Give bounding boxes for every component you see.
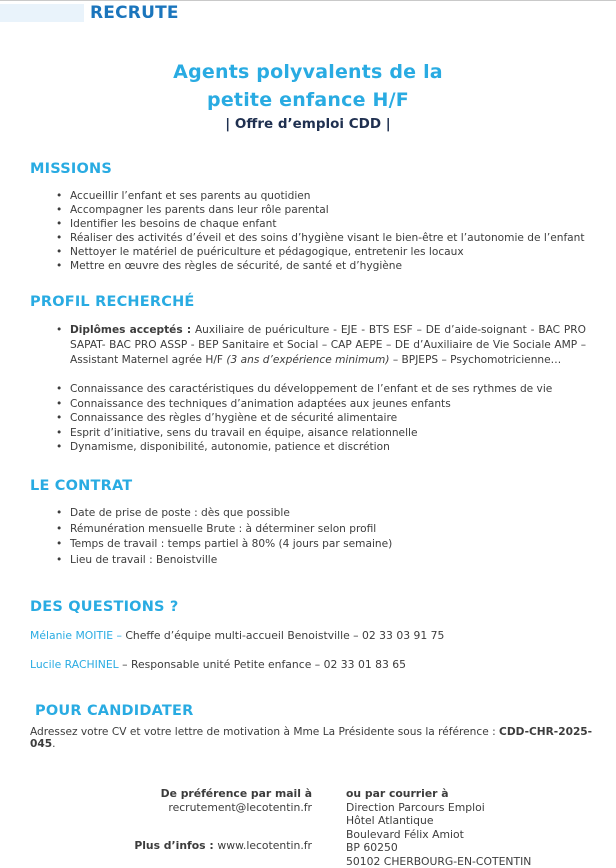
list-item: • Lieu de travail : Benoistville <box>70 553 586 569</box>
mail-address: recrutement@lecotentin.fr <box>168 800 312 814</box>
list-item: • Nettoyer le matériel de puériculture et pédagogique, entretenir les locaux <box>70 245 586 259</box>
diplomes-label: Diplômes acceptés : <box>70 324 192 336</box>
missions-list <box>70 189 586 273</box>
contact-details: Cheffe d’équipe multi-accueil Benoistville – 02 33 03 91 75 <box>121 629 445 643</box>
contract-type-subtitle: | Offre d’emploi CDD | <box>225 116 391 132</box>
profil-list <box>70 382 586 455</box>
contact-name: Lucile RACHINEL <box>30 658 119 672</box>
list-item: • Date de prise de poste : dès que possible <box>70 506 586 522</box>
list-item: • Dynamisme, disponibilité, autonomie, patience et discrétion <box>70 440 586 455</box>
footer-mail-column <box>74 787 312 868</box>
job-title-block <box>0 58 616 132</box>
diplomes-paragraph <box>70 323 586 368</box>
footer-courrier-column <box>346 787 542 868</box>
list-item: • Mettre en œuvre des règles de sécurité, de santé et d’hygiène <box>70 259 586 273</box>
questions-heading: DES QUESTIONS ? <box>30 599 179 616</box>
address-line: Hôtel Atlantique <box>346 814 434 828</box>
job-title-line1: Agents polyvalents de la <box>173 61 443 83</box>
diplomes-text-end: – BPJEPS – Psychomotricienne… <box>389 354 562 366</box>
address-line: Boulevard Félix Amiot <box>346 827 464 841</box>
list-item: • Rémunération mensuelle Brute : à déterminer selon profil <box>70 522 586 538</box>
contact-footer <box>0 787 616 868</box>
missions-heading: MISSIONS <box>30 161 112 177</box>
recrute-logo-text: RECRUTE <box>90 2 179 23</box>
list-item: • Temps de travail : temps partiel à 80% (4 jours par semaine) <box>70 537 586 553</box>
job-title-line2: petite enfance H/F <box>207 89 409 111</box>
logo-band <box>0 4 84 22</box>
contact-name: Mélanie MOITIE – <box>30 629 122 643</box>
contact-line <box>30 658 616 671</box>
list-item: • Connaissance des caractéristiques du développement de l’enfant et de ses rythmes de vie <box>70 382 586 397</box>
application-text-end: . <box>52 738 56 751</box>
profil-heading: PROFIL RECHERCHÉ <box>30 294 195 310</box>
address-line: BP 60250 <box>346 841 398 855</box>
list-item: • Accompagner les parents dans leur rôle parental <box>70 203 586 217</box>
list-item: • Identifier les besoins de chaque enfant <box>70 217 586 231</box>
address-line: Direction Parcours Emploi <box>346 800 485 814</box>
list-item: • Connaissance des règles d’hygiène et de sécurité alimentaire <box>70 411 586 426</box>
list-item: • Accueillir l’enfant et ses parents au quotidien <box>70 189 586 203</box>
address-line: 50102 CHERBOURG-EN-COTENTIN <box>346 854 532 868</box>
infos-label: Plus d’infos : <box>134 839 218 853</box>
contrat-list <box>70 506 586 568</box>
application-text: Adressez votre CV et votre lettre de motivation à Mme La Présidente sous la référence : <box>30 726 500 739</box>
mail-label: De préférence par mail à <box>160 787 312 801</box>
diplomes-experience-note: (3 ans d’expérience minimum) <box>226 354 390 366</box>
website-url: www.lecotentin.fr <box>217 839 312 853</box>
application-instructions <box>30 726 616 750</box>
list-item: • Esprit d’initiative, sens du travail en équipe, aisance relationnelle <box>70 426 586 441</box>
list-item: • Réaliser des activités d’éveil et des soins d’hygiène visant le bien-être et l’autonomie de l’enfant <box>70 231 586 245</box>
list-item: • Connaissance des techniques d’animation adaptées aux jeunes enfants <box>70 397 586 412</box>
diplomes-text: Auxiliaire de puériculture - EJE - BTS ESF – DE d’aide-soignant - BAC PRO SAPAT- BAC PRO ASSP - BEP Sanitaire et Social – CAP AEPE – DE d’Auxiliaire de Vie Sociale AMP – Assistant Maternel agrée H/F <box>70 324 586 366</box>
contrat-heading: LE CONTRAT <box>30 477 133 494</box>
contact-line <box>30 629 616 642</box>
job-reference: CDD-CHR-2025-045 <box>30 726 593 751</box>
contact-details: – Responsable unité Petite enfance – 02 33 01 83 65 <box>118 658 407 672</box>
courrier-label: ou par courrier à <box>346 787 449 801</box>
candidater-heading: POUR CANDIDATER <box>35 703 194 720</box>
document-header <box>0 3 616 22</box>
